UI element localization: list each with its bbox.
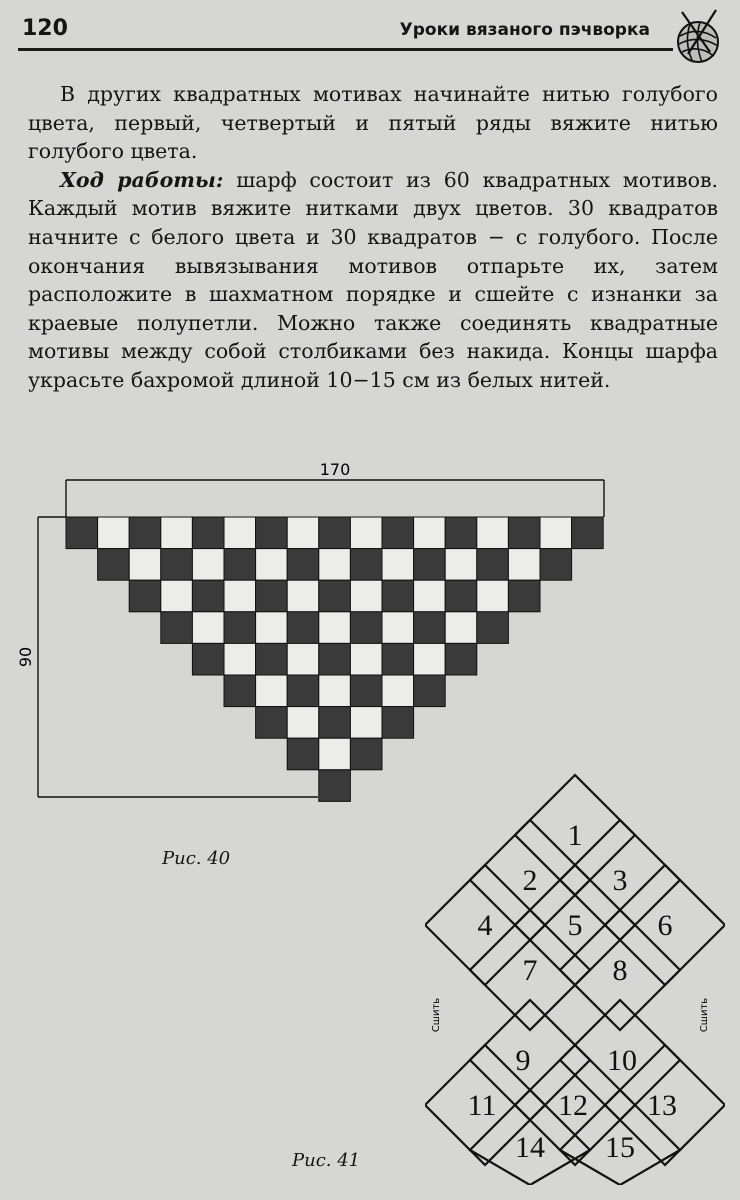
light-square [287,517,319,549]
motif-number-11: 11 [467,1089,497,1122]
light-square [192,612,224,644]
light-square [350,580,382,612]
dark-square [319,580,351,612]
motif-number-15: 15 [605,1131,635,1164]
light-square [445,612,477,644]
dark-square [256,580,288,612]
dark-square [414,675,446,707]
dark-square [256,707,288,739]
light-square [382,612,414,644]
light-square [382,549,414,581]
page-header [18,14,728,48]
light-square [287,707,319,739]
motif-number-9: 9 [515,1044,531,1077]
checkerboard-triangle [66,517,603,801]
dark-square [129,580,161,612]
dark-square [414,549,446,581]
light-square [445,549,477,581]
light-square [256,549,288,581]
dark-square [477,549,509,581]
running-title: Уроки вязаного пэчворка [399,20,650,40]
light-square [287,580,319,612]
figure-40-caption: Рис. 40 [162,848,231,869]
motif-number-2: 2 [522,864,538,897]
dark-square [161,549,193,581]
dark-square [287,612,319,644]
dark-square [319,770,351,802]
light-square [508,549,540,581]
light-square [161,517,193,549]
dark-square [445,643,477,675]
width-label: 170 [319,460,351,479]
light-square [224,580,256,612]
dark-square [445,517,477,549]
dark-square [382,707,414,739]
dark-square [572,517,604,549]
light-square [256,675,288,707]
motif-number-12: 12 [558,1089,588,1122]
dark-square [287,738,319,770]
figure-41-caption: Рис. 41 [292,1150,361,1171]
dark-square [350,612,382,644]
light-square [540,517,572,549]
paragraph-2-lead: Ход работы: [60,167,224,192]
paragraph-1: В других квадратных мотивах начинайте нитью голубого цвета, первый, четвертый и пятый ряды вяжите нитью голубого цвета. [28,82,718,164]
dark-square [224,612,256,644]
dark-square [319,707,351,739]
dark-square [256,517,288,549]
dark-square [224,675,256,707]
motif-number-7: 7 [522,954,538,987]
yarn-ball-icon [664,8,728,66]
motif-number-8: 8 [612,954,628,987]
light-square [477,517,509,549]
light-square [350,707,382,739]
dark-square [287,675,319,707]
dark-square [224,549,256,581]
dark-square [129,517,161,549]
light-square [350,517,382,549]
dark-square [319,643,351,675]
motif-number-10: 10 [607,1044,637,1077]
sew-label-left: Сшить [431,997,442,1033]
motif-number-4: 4 [477,909,493,942]
motif-number-14: 14 [515,1131,545,1164]
dark-square [382,643,414,675]
dark-square [350,738,382,770]
light-square [319,612,351,644]
sew-label-right: Сшить [699,997,710,1033]
light-square [477,580,509,612]
motif-number-5: 5 [567,909,583,942]
dark-square [540,549,572,581]
light-square [129,549,161,581]
dark-square [161,612,193,644]
light-square [98,517,130,549]
light-square [161,580,193,612]
dark-square [66,517,98,549]
dark-square [192,643,224,675]
dark-square [414,612,446,644]
light-square [224,517,256,549]
paragraph-2-body: шарф состоит из 60 квадратных мотивов. Каждый мотив вяжите нитками двух цветов. 30 квадратов начните с белого цвета и 30 квадратов − с голубого. После окончания вывязывания мотивов отпарьте их, затем расположите в шахматном порядке и сшейте с изнанки за краевые полупетли. Можно также соединять квадратные мотивы между собой столбиками без накида. Концы шарфа украсьте бахромой длиной 10−15 см из белых нитей. [28,167,718,392]
light-square [414,580,446,612]
light-square [192,549,224,581]
motif-number-3: 3 [612,864,628,897]
motif-number-1: 1 [567,819,583,852]
dark-square [382,580,414,612]
dark-square [192,580,224,612]
light-square [414,517,446,549]
paragraph-2 [28,166,718,395]
page-number: 120 [22,16,68,41]
light-square [350,643,382,675]
body-text [28,80,718,395]
figure-41-assembly-diagram [425,765,725,1185]
light-square [224,643,256,675]
light-square [382,675,414,707]
dark-square [508,580,540,612]
light-square [287,643,319,675]
light-square [414,643,446,675]
motif-number-13: 13 [647,1089,677,1122]
dark-square [350,549,382,581]
dark-square [508,517,540,549]
header-rule [18,48,673,51]
height-label: 90 [16,646,35,668]
dark-square [319,517,351,549]
light-square [319,738,351,770]
light-square [319,675,351,707]
light-square [256,612,288,644]
dark-square [477,612,509,644]
dark-square [287,549,319,581]
motif-number-6: 6 [657,909,673,942]
light-square [319,549,351,581]
dark-square [192,517,224,549]
dark-square [445,580,477,612]
dark-square [98,549,130,581]
dark-square [256,643,288,675]
dark-square [382,517,414,549]
dark-square [350,675,382,707]
